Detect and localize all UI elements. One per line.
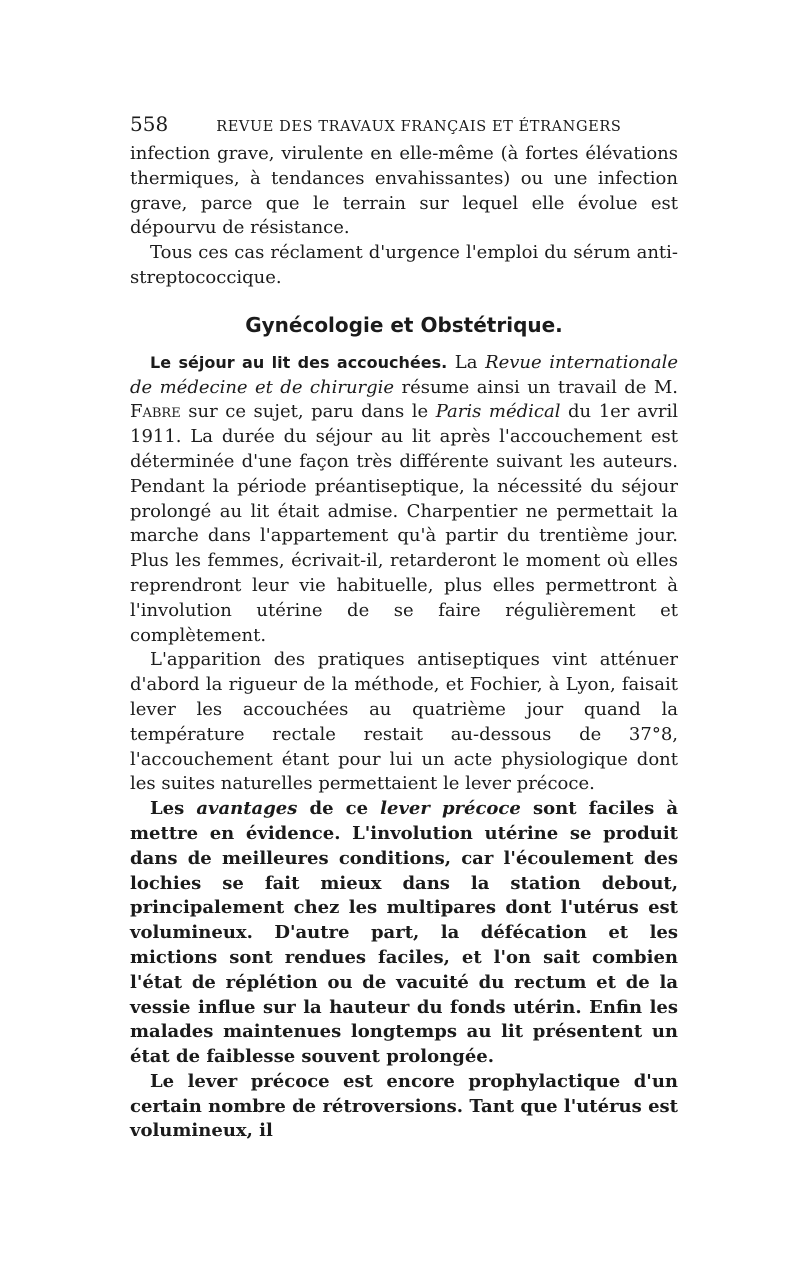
journal-name: Revue internationale de médecine et de chirurgie <box>130 351 678 398</box>
text-run: de ce <box>297 798 381 820</box>
article-title: Le séjour au lit des accouchées. <box>150 352 448 372</box>
paragraph-antiseptiques: L'apparition des pratiques antiseptiques vint atténuer d'abord la rigueur de la méthode, et Fochier, à Lyon, faisait lever les accouchées au quatrième jour quand la température rectale restait au-dessous de 37°8, l'accouchement étant pour lui un acte physiologique dont les suites naturelles permettaient le lever précoce. <box>130 649 678 795</box>
emphasis-avantages: avantages <box>196 798 298 820</box>
text-run: Les <box>150 798 197 820</box>
running-header <box>130 112 678 142</box>
paragraph-serum: Tous ces cas réclament d'urgence l'emploi du sérum anti-streptococcique. <box>130 242 678 288</box>
journal-name-2: Paris médical <box>435 401 561 423</box>
emphasis-lever-precoce: lever précoce <box>380 798 521 820</box>
text-run: sont faciles à mettre en évidence. L'involution utérine se produit dans de meilleures conditions, car l'écoulement des lochies se fait mieux dans la station debout, principalement chez les multipares dont l'utérus est volumineux. D'autre part, la défécation et les mictions sont rendues faciles, et l'on sait combien l'état de réplétion ou de vacuité du rectum et de la vessie influe sur la hauteur du fonds utérin. Enfin les malades maintenues longtemps au lit présentent un état de faiblesse souvent prolongée. <box>130 798 679 1068</box>
running-title: REVUE DES TRAVAUX FRANÇAIS ET ÉTRANGERS <box>216 119 622 135</box>
paragraph-avantages <box>130 797 678 1070</box>
text-run: du 1er avril 1911. La durée du séjour au lit après l'accouchement est déterminée d'une façon très différente suivant les auteurs. Pendant la période préantiseptique, la nécessité du séjour prolongé au lit était admise. Charpentier ne permettait la marche dans l'appartement qu'à partir du trentième jour. Plus les femmes, écrivait-il, retarderont le moment où elles reprendront leur vie habituelle, plus elles permettront à l'involution utérine de se faire régulièrement et complètement. <box>130 401 678 646</box>
text-run: La <box>447 351 486 373</box>
text-run: sur ce sujet, paru dans le <box>180 401 436 423</box>
paragraph-continuation: infection grave, virulente en elle-même (à fortes élévations thermiques, à tendances envahissantes) ou une infection grave, parce que le terrain sur lequel elle évolue est dépourvu de résistance. <box>130 143 678 239</box>
paragraph-prophylactique: Le lever précoce est encore prophylactique d'un certain nombre de rétroversions. Tant que l'utérus est volumineux, il <box>130 1070 678 1142</box>
author-name: Fabre <box>130 401 181 423</box>
document-page <box>130 112 678 1144</box>
text-run: résume ainsi un travail de M. <box>394 376 678 398</box>
page-number: 558 <box>130 112 169 136</box>
section-heading: Gynécologie et Obstétrique. <box>245 312 563 337</box>
paragraph-sejour <box>130 351 678 649</box>
